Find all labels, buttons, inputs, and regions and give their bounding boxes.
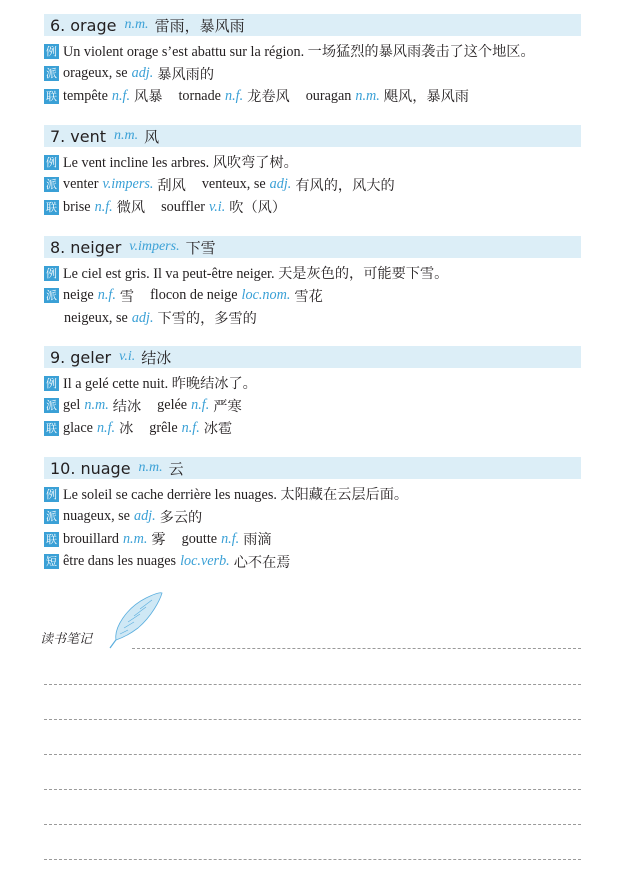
line-pos: n.f.: [97, 287, 116, 303]
line-pos: loc.nom.: [241, 287, 291, 303]
line-pos: n.m.: [355, 87, 380, 104]
line-text: flocon de neige: [150, 287, 238, 303]
entry-number: 9.: [50, 347, 66, 367]
line-tag: 例: [46, 487, 57, 501]
entry-word: orage: [70, 15, 117, 35]
entry-geler: [44, 346, 581, 437]
entry-number: 7.: [50, 126, 66, 146]
note-line: [44, 754, 581, 755]
line-tag: 派: [46, 178, 57, 191]
line-text: 龙卷风: [247, 89, 290, 105]
line-text: nuageux, se: [63, 508, 130, 524]
entry-number: 8.: [50, 237, 66, 257]
notes-title: 读书笔记: [40, 632, 93, 647]
line-text: gel: [63, 397, 81, 413]
entry-line: [44, 286, 323, 306]
entry-line: [44, 175, 395, 195]
line-text: 心不在焉: [233, 554, 291, 571]
line-text: goutte: [181, 530, 218, 547]
line-text: souffler: [161, 198, 205, 215]
entry-header: [44, 125, 581, 147]
line-text: tempête: [63, 87, 108, 104]
entry-line: [44, 197, 286, 217]
entry-number: 6.: [50, 15, 66, 35]
entry-line: [44, 484, 408, 504]
line-tag: 联: [46, 200, 57, 214]
line-text: 冰: [119, 421, 134, 437]
entry-translation: 云: [168, 459, 184, 478]
line-pos: n.m.: [122, 530, 148, 547]
line-text: glace: [63, 419, 93, 436]
entry-line: [44, 41, 535, 61]
entry-number: 10.: [50, 458, 76, 478]
line-text: grêle: [149, 419, 178, 436]
line-tag: 例: [46, 44, 57, 58]
entry-line: [44, 64, 214, 84]
line-text: 刮风: [157, 177, 186, 194]
line-text: Le ciel est gris. Il va peut-être neiger. 天是灰色的，可能要下雪。: [63, 266, 449, 282]
line-text: 严寒: [213, 398, 242, 415]
entry-line: [44, 529, 272, 549]
line-pos: adj.: [131, 65, 154, 81]
entry-translation: 下雪: [185, 238, 216, 257]
entry-translation: 风: [144, 127, 160, 146]
line-text: 多云的: [159, 509, 203, 526]
line-pos: loc.verb.: [180, 553, 230, 569]
line-text: 雪花: [294, 288, 323, 305]
entry-vent: [44, 125, 581, 216]
entry-line: [44, 373, 257, 393]
entry-line: [44, 507, 202, 527]
line-text: neigeux, se: [64, 309, 128, 326]
line-tag: 派: [46, 67, 57, 80]
line-text: venteux, se: [201, 176, 266, 192]
line-text: 结冰: [112, 398, 142, 415]
entry-word: geler: [70, 347, 112, 367]
line-tag: 例: [46, 266, 57, 280]
line-text: être dans les nuages: [63, 553, 177, 569]
line-text: 微风: [116, 200, 146, 216]
line-text: ouragan: [305, 87, 352, 104]
line-pos: n.f.: [94, 198, 113, 215]
entry-line: [44, 263, 448, 283]
line-text: 暴风雨的: [157, 66, 215, 83]
line-tag: 例: [46, 376, 57, 390]
line-tag: 派: [46, 510, 57, 523]
entry-line: [44, 86, 469, 106]
line-tag: 派: [46, 399, 57, 412]
line-pos: n.f.: [221, 530, 240, 547]
entry-line: [64, 308, 257, 328]
line-tag: 派: [46, 289, 57, 302]
line-text: Le soleil se cache derrière les nuages. 太阳藏在云层后面。: [63, 487, 409, 503]
line-text: 下雪的，多雪的: [157, 311, 257, 327]
entry-header: [44, 14, 581, 36]
note-line: [44, 684, 581, 685]
note-line: [132, 648, 581, 649]
line-tag: 例: [46, 155, 57, 169]
line-pos: adj.: [131, 309, 154, 326]
line-pos: v.i.: [209, 198, 226, 215]
line-tag: 联: [46, 89, 57, 103]
feather-icon: [106, 590, 166, 652]
line-text: 吹（风）: [229, 200, 287, 216]
entry-line: [44, 152, 298, 172]
entry-header: [44, 346, 581, 368]
entry-pos: n.m.: [138, 460, 163, 475]
entry-header: [44, 236, 581, 258]
note-line: [44, 859, 581, 860]
entry-pos: n.m.: [124, 17, 149, 32]
line-pos: n.f.: [224, 87, 244, 104]
entry-translation: 雷雨，暴风雨: [154, 16, 245, 35]
entry-word: vent: [70, 126, 106, 146]
line-pos: v.impers.: [102, 176, 154, 192]
entry-line: [44, 552, 290, 572]
note-line: [44, 824, 581, 825]
entry-pos: v.i.: [119, 349, 136, 364]
line-text: venter: [63, 176, 99, 192]
entry-word: nuage: [80, 458, 131, 478]
note-line: [44, 789, 581, 790]
line-text: 雨滴: [243, 532, 272, 548]
entry-orage: [44, 14, 581, 105]
line-text: Le vent incline les arbres. 风吹弯了树。: [63, 155, 298, 171]
line-text: 雾: [151, 532, 166, 548]
note-line: [44, 719, 581, 720]
line-text: 风暴: [134, 89, 163, 105]
entry-pos: n.m.: [114, 128, 139, 143]
line-pos: n.f.: [181, 419, 200, 436]
line-text: 飓风，暴风雨: [383, 89, 469, 105]
line-tag: 联: [46, 532, 57, 546]
line-text: neige: [63, 287, 94, 303]
line-tag: 联: [46, 421, 57, 435]
line-text: 雪: [119, 288, 135, 305]
line-text: brouillard: [63, 530, 119, 547]
line-pos: n.f.: [191, 397, 210, 413]
line-text: tornade: [178, 87, 221, 104]
entry-word: neiger: [70, 237, 122, 257]
line-tag: 短: [46, 555, 57, 568]
line-pos: n.f.: [111, 87, 131, 104]
line-pos: adj.: [133, 508, 156, 524]
line-pos: adj.: [269, 176, 292, 192]
entry-translation: 结冰: [141, 348, 172, 367]
entry-nuage: [44, 457, 581, 571]
entry-header: [44, 457, 581, 479]
line-text: 有风的，风大的: [295, 177, 395, 194]
line-text: orageux, se: [63, 65, 128, 81]
entry-line: [44, 418, 232, 438]
entry-neiger: [44, 236, 581, 327]
line-text: Un violent orage s’est abattu sur la région. 一场猛烈的暴风雨袭击了这个地区。: [63, 44, 535, 60]
line-text: 冰雹: [203, 421, 233, 437]
entry-line: [44, 396, 242, 416]
line-text: gelée: [157, 397, 188, 413]
entry-pos: v.impers.: [129, 239, 180, 254]
line-text: Il a gelé cette nuit. 昨晚结冰了。: [63, 376, 257, 392]
line-pos: n.m.: [84, 397, 109, 413]
line-text: brise: [63, 198, 91, 215]
line-pos: n.f.: [96, 419, 116, 436]
